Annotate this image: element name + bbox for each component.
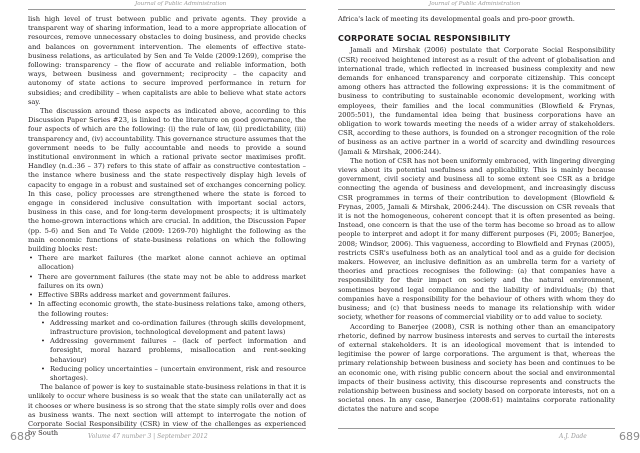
paragraph: According to Banerjee (2008), CSR is nothing other than an emancipatory rhetoric, defined by narrow business interests and serves to curtail the interests of external stakeholders. It is an ideological movement that is intended to legitimise the power of large corporations. The argument is that, whereas the primary relationship between business and society has been and continues to be an economic one, with rising public concern about the social and environmental impacts of their business activity, this discourse represents and constructs the relationship between business and society based on corporate interests, not on a societal ones. In any case, Banerjee (2008:61) maintains corporate rationality dictates the nature and scope — [338, 322, 615, 414]
footer-rule — [28, 428, 306, 429]
section-heading: CORPORATE SOCIAL RESPONSIBILITY — [338, 34, 511, 44]
paragraph: The discussion around these aspects as indicated above, according to this Discussion Paper Series #23, is linked to the literature on good governance, the four aspects of which are the following: (i) the rule of law, (ii) predictability, (iii) transparency and, (iv) accountability. This governance structure assumes that the government needs to be fully accountable and needs to provide a sound institutional environment in which a rational private sector maximises profit. Handley (n.d.:36 – 37) refers to this state of affair as constructive contestation – the instance where business and the state respectively display high levels of capacity to engage in a robust and sustained set of exchanges concerning policy. In this case, policy processes are strengthened where the state is forced to engage in considered inclusive consultation with important social actors, business in this case, and for long-term development prospects; it is ultimately the home-grown interactions which are crucial. In addition, the Discussion Paper (pp. 5-6) and Sen and Te Velde (2009: 1269-70) highlight the following as the main economic functions of state-business relations on which the following building blocks rest: — [28, 107, 306, 254]
right-page-body — [338, 15, 615, 427]
sub-bullet-item: • Addressing government failures – (lack of perfect information and foresight, moral hazard problems, misallocation and rent-seeking behaviour) — [50, 337, 306, 365]
right-page — [319, 0, 638, 453]
running-header: Journal of Public Administration — [135, 1, 227, 7]
page-number: 688 — [10, 430, 31, 443]
page-number: 689 — [619, 430, 640, 443]
paragraph: The notion of CSR has not been uniformly embraced, with lingering diverging views about its potential usefulness and applicability. This is mainly because government, civil society and business all to some extent see CSR as a bridge connecting the agenda of business and development, and increasingly discuss CSR programmes in terms of their contribution to development (Blowfield & Frynas, 2005, Jamali & Mirshak, 2006:244). The discussion on CSR reveals that it is not the homogeneous, coherent concept that it is often presented as being. Instead, one concern is that the use of the term has become so broad as to allow people to interpret and adopt it for many different purposes (Fi, 2005; Banerjee, 2008; Windsor, 2006). This vagueness, according to Blowfield and Frynas (2005), restricts CSR's usefulness both as an analytical tool and as a guide for decision makers. However, an inclusive definition as an umbrella term for a variety of theories and practices recognises the following: (a) that companies have a responsibility for their impact on society and the natural environment, sometimes beyond legal compliance and the liability of individuals; (b) that companies have a responsibility for the behaviour of others with whom they do business; and (c) that business needs to manage its relationship with wider society, whether for reasons of commercial viability or to add value to society. — [338, 156, 615, 322]
bullet-item: • There are market failures (the market alone cannot achieve an optimal allocation) — [38, 254, 306, 272]
footer-author: A.J. Dade — [559, 433, 587, 440]
header-rule — [28, 9, 306, 10]
running-header: Journal of Public Administration — [429, 1, 521, 7]
header-rule — [338, 9, 615, 10]
bullet-item: • Effective SBRs address market and government failures. — [38, 291, 306, 300]
paragraph: Jamali and Mirshak (2006) postulate that Corporate Social Responsibility (CSR) received heightened interest as a result of the advent of globalisation and international trade, which reflected in increased business complexity and new demands for enhanced transparency and corporate citizenship. This concept among others has attracted the following expressions: it is the commitment of business to contributing to sustainable economic development, working with employees, their families and the local communities (Blowfield & Frynas, 2005:501), the fundamental idea being that business corporations have an obligation to work towards meeting the needs of a wider array of stakeholders. CSR, according to these authors, is founded on a stronger recognition of the role of business as an active partner in a world of scarcity and dwindling resources (Jamali & Mirshak, 2006:244). — [338, 46, 615, 156]
bullet-item — [38, 300, 306, 383]
sub-bullet-item: • Reducing policy uncertainties – (uncertain environment, risk and resource shortages). — [50, 365, 306, 383]
paragraph: lish high level of trust between public and private agents. They provide a transparent way of sharing information, lead to a more appropriate allocation of resources, remove unnecessary obstacles to doing business, and provide checks and balances on government intervention. The elements of effective state-business relations, as articulated by Sen and Te Velde (2009:1269), comprise the following: transparency – the flow of accurate and reliable information, both ways, between business and government; reciprocity – the capacity and autonomy of state actions to secure improved performance in return for subsidies; and credibility – when capitalists are able to believe what state actors say. — [28, 15, 306, 106]
footer-rule — [338, 428, 615, 429]
sub-bullet-item: • Addressing market and co-ordination failures (through skills development, infrastructure provision, technological development and patent laws) — [50, 319, 306, 337]
bullet-item: • There are government failures (the state may not be able to address market failures on its own) — [38, 273, 306, 291]
paragraph: The balance of power is key to sustainable state-business relations in that it is unlikely to occur where business is so weak that the state can unilaterally act as it chooses or where business is so strong that the state simply rolls over and does as business wants. The next section will attempt to interrogate the notion of Corporate Social Responsibility (CSR) in view of the challenges as experienced by South — [28, 383, 306, 438]
sub-bullet-list — [38, 319, 306, 383]
bullet-list — [28, 254, 306, 383]
bullet-item-text: In affecting economic growth, the state-business relations take, among others, the following routes: — [38, 300, 306, 318]
paragraph: Africa's lack of meeting its developmental goals and pro-poor growth. — [338, 15, 575, 23]
left-page — [0, 0, 319, 453]
footer-volume: Volume 47 number 3 | September 2012 — [88, 433, 208, 440]
